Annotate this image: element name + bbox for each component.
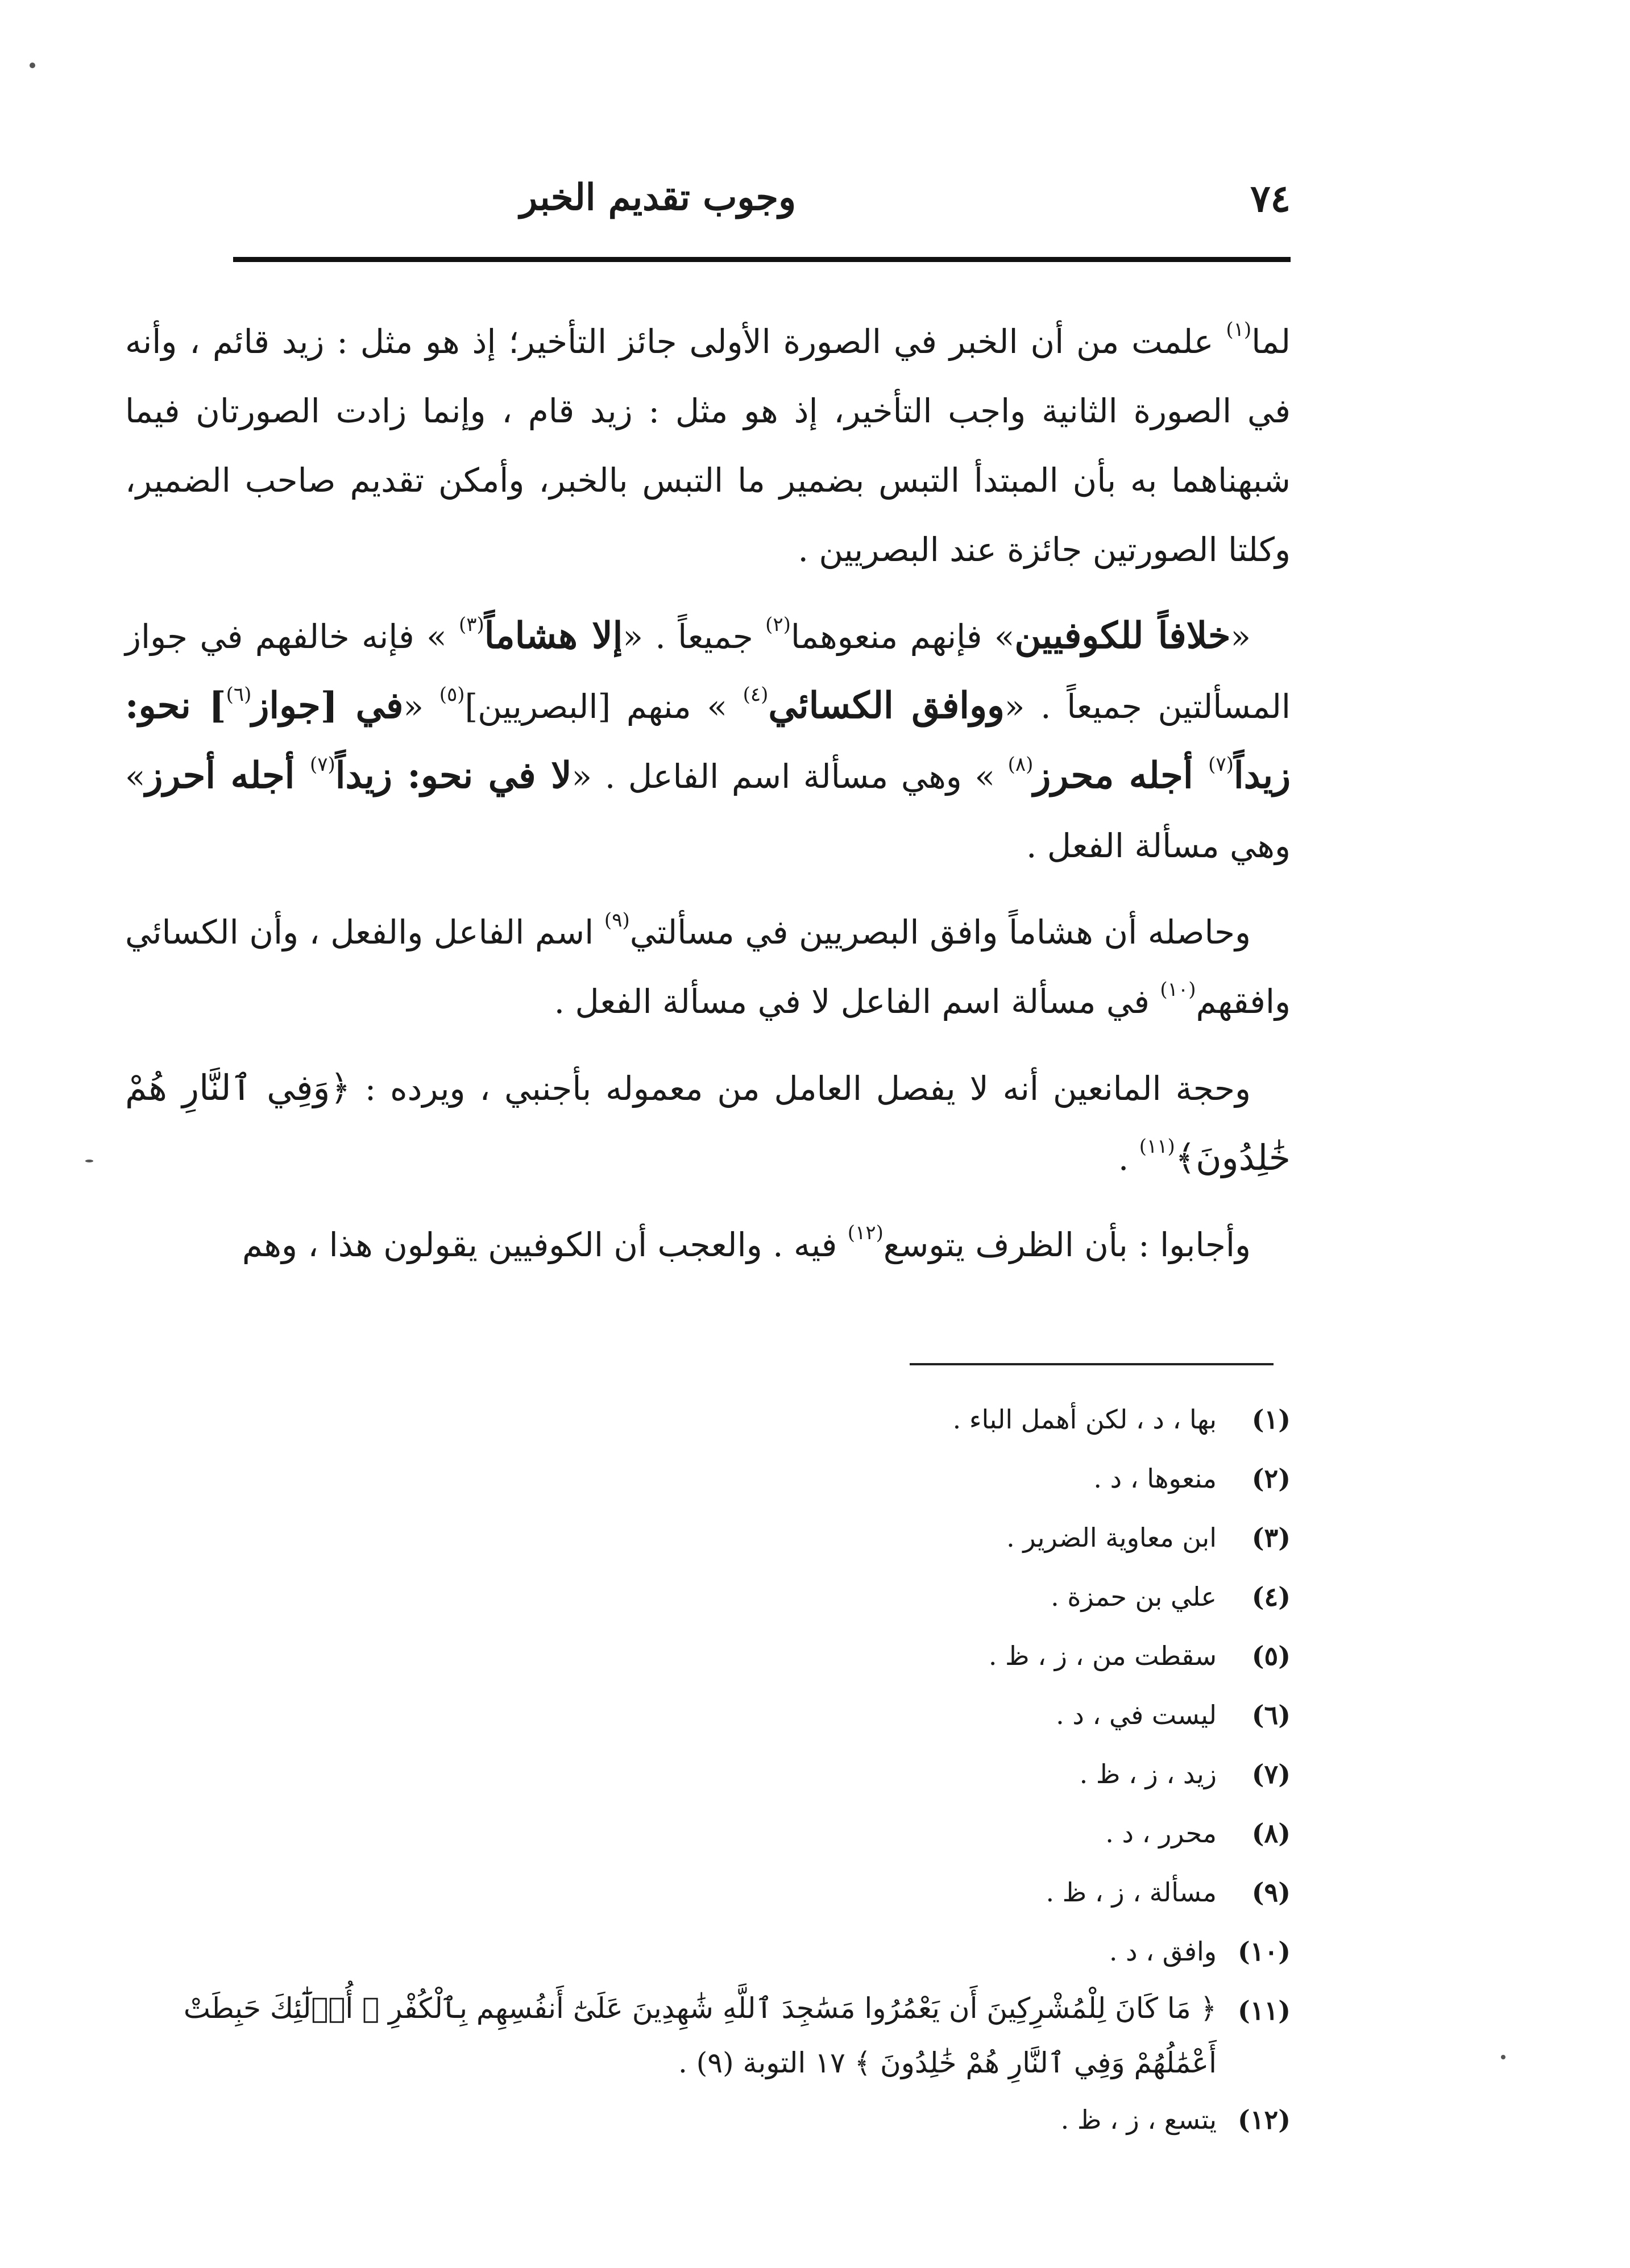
footnote-ref: (١) <box>1226 318 1252 341</box>
footnote-ref: (٤) <box>743 683 769 706</box>
footnote-ref: (٧) <box>1208 753 1234 776</box>
footnote-ref: (١٢) <box>847 1222 884 1244</box>
main-text <box>125 307 1291 1297</box>
footnote-number: (٨) <box>1251 1818 1291 1849</box>
paragraph-1 <box>125 307 1291 584</box>
footnote-ref: (٢) <box>765 613 791 636</box>
footnote-item <box>125 1390 1291 1449</box>
scan-speck <box>1501 2055 1505 2059</box>
paragraph-2 <box>125 601 1291 880</box>
footnote-item <box>125 1449 1291 1508</box>
text-run: » وهي مسألة الفعل . <box>125 757 1291 865</box>
text-run: فيه . والعجب أن الكوفيين يقولون هذا ، وهم <box>242 1226 848 1264</box>
text-run: « <box>403 687 439 726</box>
footnote-number: (١) <box>1251 1404 1291 1435</box>
footnote-rule <box>910 1363 1274 1365</box>
paragraph-4 <box>125 1053 1291 1193</box>
text-run: وحاصله أن هشاماً وافق البصريين في مسألتي <box>629 913 1251 952</box>
footnote-ref: (٦) <box>226 683 252 706</box>
text-run: اسم الفاعل والفعل ، وأن الكسائي وافقهم <box>125 913 1291 1021</box>
matn-text: أجله محرز <box>1033 754 1209 797</box>
footnote-ref: (١١) <box>1139 1135 1175 1158</box>
footnote-number: (٣) <box>1251 1522 1291 1553</box>
footnote-text: سقطت من ، ز ، ظ . <box>988 1640 1217 1671</box>
footnote-ref: (٩) <box>604 909 630 932</box>
footnote-text: زيد ، ز ، ظ . <box>1079 1759 1217 1789</box>
footnote-item <box>125 2090 1291 2149</box>
footnote-number: (٤) <box>1251 1581 1291 1612</box>
text-run: في مسألة اسم الفاعل لا في مسألة الفعل . <box>554 982 1160 1021</box>
footnote-text: محرر ، د . <box>1105 1818 1217 1849</box>
scan-speck <box>30 63 35 68</box>
footnote-number: (٩) <box>1251 1877 1291 1908</box>
footnote-item <box>125 1626 1291 1685</box>
footnote-ref: (١٠) <box>1160 978 1196 1001</box>
paragraph-3 <box>125 898 1291 1036</box>
scan-speck <box>85 1160 93 1162</box>
footnote-ref: (٧) <box>309 753 335 776</box>
footnote-ref: (٣) <box>459 613 484 636</box>
text-run: جميعاً . « <box>623 617 766 656</box>
footnote-number: (١٢) <box>1238 2104 1291 2135</box>
text-run: وحجة المانعين أنه لا يفصل العامل من معموله بأجنبي ، ويرده : <box>350 1069 1251 1108</box>
footnote-number: (٥) <box>1251 1640 1291 1671</box>
footnote-text: بها ، د ، لكن أهمل الباء . <box>952 1404 1217 1435</box>
text-run: فإنهم منعوهما <box>790 617 994 656</box>
matn-text: ووافق الكسائي <box>768 684 1005 727</box>
text-run: » <box>994 617 1015 656</box>
footnote-item <box>125 1863 1291 1922</box>
footnote-text: ابن معاوية الضرير . <box>1006 1522 1217 1553</box>
matn-text: ] نحو: زيداً <box>125 684 1291 797</box>
footnote-text: مسألة ، ز ، ظ . <box>1046 1877 1217 1908</box>
text-run: « <box>1230 617 1251 656</box>
footnote-text: علي بن حمزة . <box>1051 1581 1217 1612</box>
footnote-ref: (٥) <box>439 683 465 706</box>
header-rule <box>233 257 1291 262</box>
footnote-ref: (٨) <box>1007 753 1034 776</box>
page-header <box>233 171 1291 239</box>
footnote-text: ليست في ، د . <box>1056 1700 1217 1730</box>
footnote-number: (٢) <box>1251 1463 1291 1494</box>
text-run: وأجابوا : بأن الظرف يتوسع <box>883 1226 1251 1264</box>
footnote-item <box>125 1508 1291 1567</box>
matn-text: لا في نحو: زيداً <box>335 754 572 797</box>
text-run: علمت من أن الخبر في الصورة الأولى جائز التأخير؛ إذ هو مثل : زيد قائم ، وأنه في الصورة الثانية واجب التأخير، إذ هو مثل : زيد قام ، وإنما زادت الصورتان فيما شبهناهما به بأن المبتدأ التبس بضمير ما التبس بالخبر، وأمكن تقديم صاحب الضمير، وكلتا الصورتين جائزة عند البصريين . <box>125 322 1291 569</box>
paragraph-5 <box>125 1210 1291 1280</box>
running-title: وجوب تقديم الخبر <box>520 176 796 219</box>
matn-text: إلا هشاماً <box>484 614 623 657</box>
quran-quote: ﴿وَفِي ٱلنَّارِ هُمْ خَٰلِدُونَ﴾ <box>125 1067 1291 1178</box>
matn-text: خلافاً للكوفيين <box>1014 614 1231 657</box>
footnote-item <box>125 1685 1291 1744</box>
text-run: » منهم [البصريين] <box>464 687 743 726</box>
text-run: » وهي مسألة اسم الفاعل . « <box>571 757 1008 796</box>
footnote-text: وافق ، د . <box>1109 1936 1217 1967</box>
matn-text: أجله أحرز <box>145 754 310 797</box>
footnotes <box>125 1390 1291 2149</box>
footnote-item <box>125 1567 1291 1626</box>
text-run: لما <box>1251 322 1291 361</box>
footnote-item <box>125 1804 1291 1863</box>
footnote-number: (١١) <box>1238 1995 1291 2026</box>
text-run: . <box>1118 1139 1139 1178</box>
footnote-item <box>125 1981 1291 2090</box>
footnote-text: ﴿ مَا كَانَ لِلْمُشْرِكِينَ أَن يَعْمُرُوا مَسَٰجِدَ ٱللَّهِ شَٰهِدِينَ عَلَىٰٓ أَنفُسِهِم بِٱلْكُفْرِ ۚ أُو۟لَٰٓئِكَ حَبِطَتْ أَعْمَٰلُهُمْ وَفِي ٱلنَّارِ هُمْ خَٰلِدُونَ ﴾ ١٧ التوبة (٩) . <box>183 1992 1217 2079</box>
footnote-text: يتسع ، ز ، ظ . <box>1060 2104 1217 2135</box>
matn-text: في [جواز <box>251 684 404 727</box>
footnote-item <box>125 1744 1291 1804</box>
footnote-text: منعوها ، د . <box>1093 1463 1217 1494</box>
footnote-item <box>125 1922 1291 1981</box>
text-run: » فإنه خالفهم في جواز المسألتين جميعاً . « <box>125 617 1291 726</box>
page-number: ٧٤ <box>1250 176 1291 221</box>
footnote-number: (٧) <box>1251 1759 1291 1789</box>
footnote-number: (١٠) <box>1238 1936 1291 1967</box>
footnote-number: (٦) <box>1251 1700 1291 1730</box>
